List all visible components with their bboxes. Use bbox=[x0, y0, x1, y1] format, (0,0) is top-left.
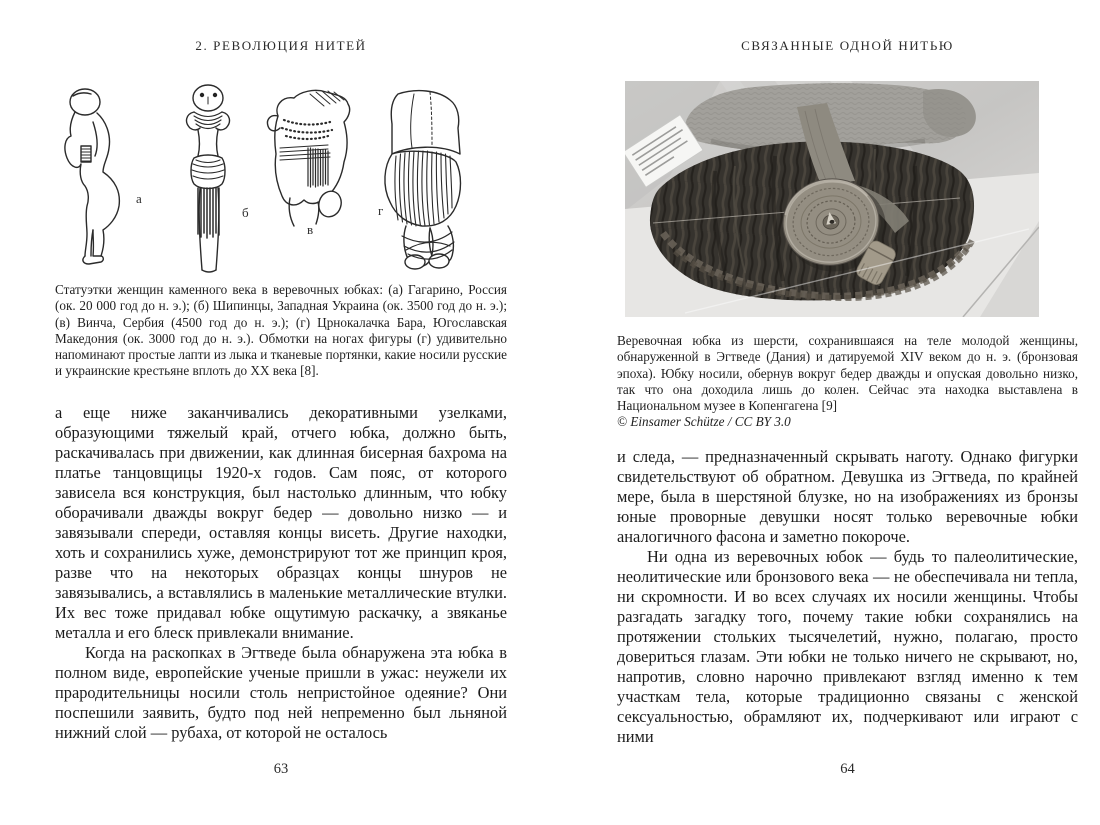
paragraph: Ни одна из веревочных юбок — будь то палеолитические, неолитические или бронзового века — не обеспечивала ни тепла, ни скромности. И во всех случаях их носили женщины. Чтобы разгадать загадку того, почему такие юбки сохранялись на протяжении стольких тысячелетий, нужно, полагаю, просто довериться глазам. Эти юбки не только ничего не скрывают, но, напротив, словно нарочно привлекают взгляд именно к тем участкам тела, которые традиционно связаны с женской сексуальностью, обрамляют их, подчеркивают или играют с ними bbox=[617, 547, 1078, 746]
paragraph: а еще ниже заканчивались декоративными узелками, образующими тяжелый край, отчего юбка, должно быть, раскачивалась при движении, как длинная бисерная бахрома на платье танцовщицы 1920-х годов. Сам пояс, от которого зависела вся конструкция, был настолько длинным, что юбку оборачивали дважды вокруг бедер — довольно низко — и завязывали спереди, оставляя концы висеть. Другие находки, хоть и сохранились хуже, демонстрируют тот же принцип кроя, разве что на некоторых образцах концы шнуров не завязывались, а вставлялись в маленькие металлические втулки. Их вес тоже придавал юбке ощутимую раскачку, а звяканье металла и его блеск привлекали внимание. bbox=[55, 403, 507, 642]
page-number-left: 63 bbox=[273, 761, 289, 777]
photo-caption-right bbox=[617, 333, 1078, 431]
figure-label-b: б bbox=[242, 205, 249, 220]
figure-label-a: а bbox=[136, 191, 142, 206]
figure-caption-left: Статуэтки женщин каменного века в веревочных юбках: (а) Гагарино, Россия (ок. 20 000 год до н. э.); (б) Шипинцы, Западная Украина (ок. 3500 год до н. э.); (в) Винча, Сербия (4500 год до н. э.); (г) Црнокалачка Бара, Югославская Македония (ок. 3000 год до н. э.). Обмотки на ногах фигуры (г) удивительно напоминают простые лапти из лыка и тканевые портянки, какие носили русские и украинские крестьяне вплоть до XX века [8]. bbox=[55, 282, 507, 379]
paragraph: и следа, — предназначенный скрывать наготу. Однако фигурки свидетельствуют об обратном. Девушка из Эгтведа, по крайней мере, была в шерстяной блузке, но на изображениях из бронзы юные проворные девушки носят только веревочные юбки аналогичного фасона и заметно покороче. bbox=[617, 447, 1078, 546]
body-text-left bbox=[55, 403, 507, 743]
figurine-a-drawing bbox=[65, 89, 119, 264]
egtved-skirt-photo bbox=[625, 81, 1039, 317]
photo-credit: © Einsamer Schütze / CC BY 3.0 bbox=[617, 414, 791, 430]
body-text-right bbox=[617, 447, 1078, 747]
figurine-v-drawing bbox=[267, 90, 349, 226]
figurine-g-drawing bbox=[385, 91, 461, 269]
figure-label-v: в bbox=[307, 222, 314, 237]
figurines-line-drawing bbox=[58, 84, 506, 278]
running-header-right: СВЯЗАННЫЕ ОДНОЙ НИТЬЮ bbox=[741, 38, 954, 53]
running-header-left: 2. РЕВОЛЮЦИЯ НИТЕЙ bbox=[195, 38, 367, 53]
paragraph: Когда на раскопках в Эгтведе была обнаружена эта юбка в полном виде, европейские ученые пришли в ужас: неужели их прародительницы носили столь непристойное одеяние? Они поспешили заявить, будто под ней непременно был льняной нижний слой — рубаха, от которой не осталось bbox=[55, 643, 507, 742]
figure-label-g: г bbox=[378, 203, 384, 218]
page-number-right: 64 bbox=[840, 761, 855, 777]
figurine-b-drawing bbox=[187, 85, 230, 272]
photo-caption-text: Веревочная юбка из шерсти, сохранившаяся на теле молодой женщины, обнаруженной в Эгтведе (Дания) и датируемой XIV веком до н. э. (бронзовая эпоха). Юбку носили, обернув вокруг бедер дважды и опуская довольно низко, так что она доходила лишь до колен. Сейчас эта находка выставлена в Национальном музее в Копенгагена [9] bbox=[617, 333, 1078, 414]
